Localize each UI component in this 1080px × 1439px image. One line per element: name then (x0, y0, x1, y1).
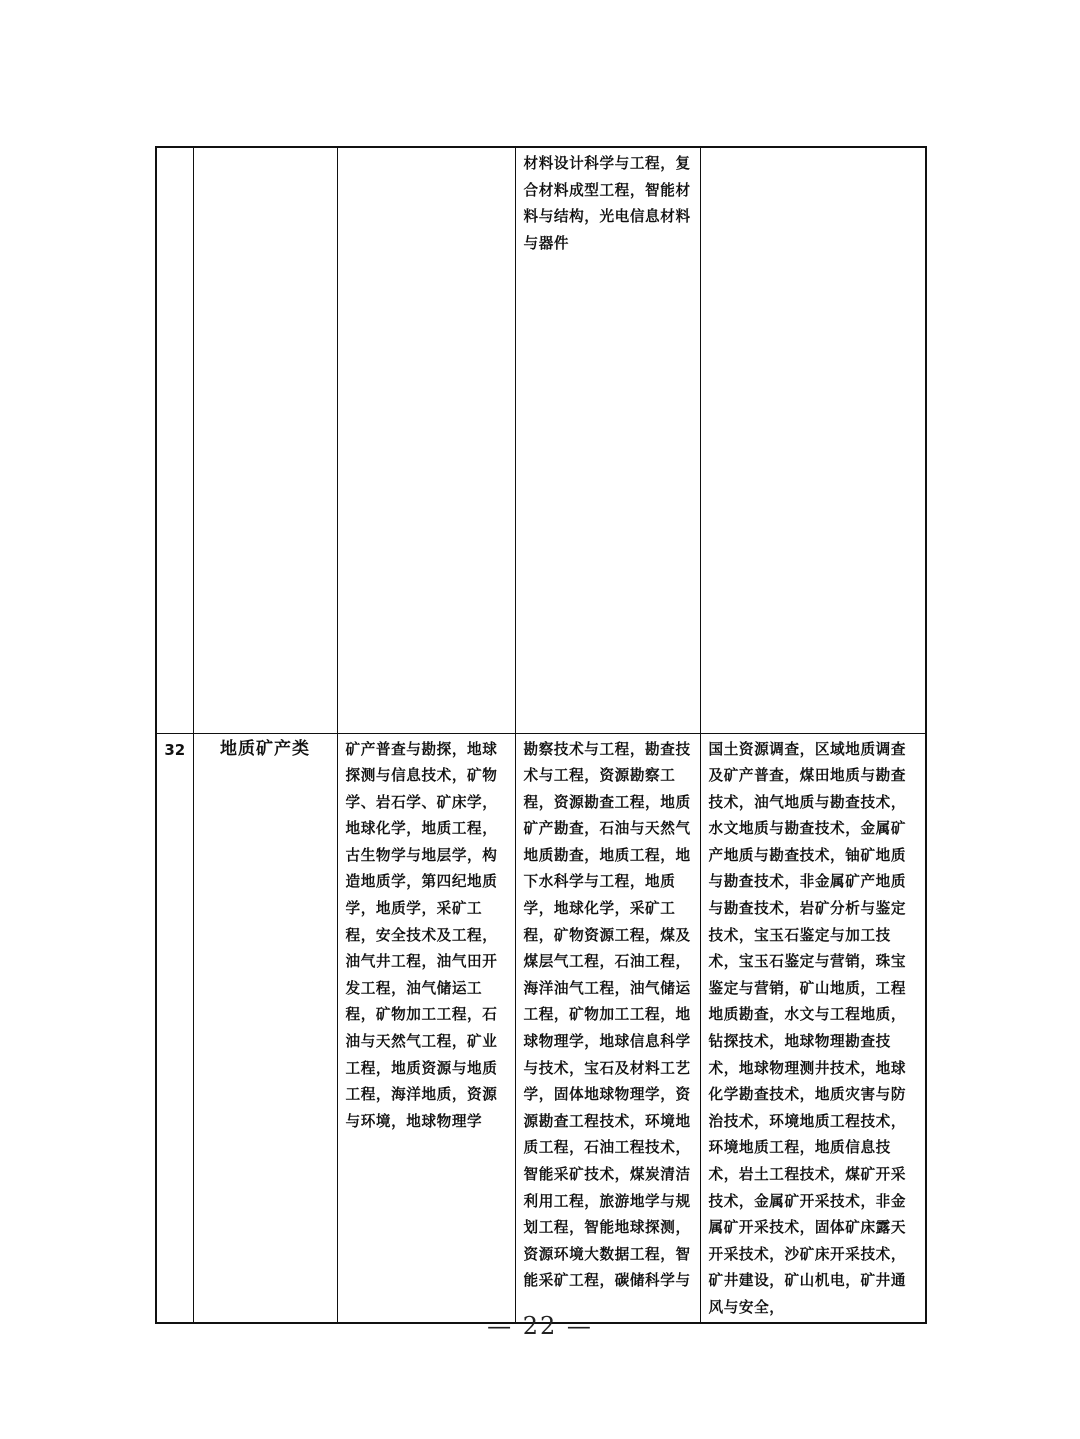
document-table-container (155, 146, 925, 1316)
undergraduate-majors-cell (515, 147, 700, 733)
category-cell (193, 733, 337, 1323)
row-number-cell (156, 733, 193, 1323)
table-row (156, 147, 926, 733)
row-number (157, 148, 193, 151)
graduate-majors-cell (337, 733, 515, 1323)
vocational-majors-cell (700, 147, 926, 733)
page-number: — 22 — (487, 1312, 593, 1340)
graduate-majors-cell (337, 147, 515, 733)
undergraduate-majors-cell (515, 733, 700, 1323)
category-label: 地质矿产类 (220, 738, 310, 759)
graduate-majors-text: 矿产普查与勘探，地球探测与信息技术，矿物学、岩石学、矿床学，地球化学，地质工程，古生物学与地层学，构造地质学，第四纪地质学，地质学，采矿工程，安全技术及工程，油气井工程，油气田开发工程，油气储运工程，矿物加工工程，石油与天然气工程，矿业工程，地质资源与地质工程，海洋地质，资源与环境，地球物理学 (345, 740, 498, 1130)
category-cell (193, 147, 337, 733)
row-number: 32 (164, 740, 186, 759)
graduate-majors-text (338, 148, 515, 151)
vocational-majors-cell (700, 733, 926, 1323)
vocational-majors-text: 国土资源调查，区域地质调查及矿产普查，煤田地质与勘查技术，油气地质与勘查技术，水文地质与勘查技术，金属矿产地质与勘查技术，铀矿地质与勘查技术，非金属矿产地质与勘查技术，岩矿分析与鉴定技术，宝玉石鉴定与加工技术，宝玉石鉴定与营销，珠宝鉴定与营销，矿山地质，工程地质勘查，水文与工程地质，钻探技术，地球物理勘查技术，地球物理测井技术，地球化学勘查技术，地质灾害与防治技术，环境地质工程技术，环境地质工程，地质信息技术，岩土工程技术，煤矿开采技术，金属矿开采技术，非金属矿开采技术，固体矿床露天开采技术，沙矿床开采技术，矿井建设，矿山机电，矿井通风与安全， (708, 740, 907, 1316)
major-catalog-table (155, 146, 927, 1324)
row-number-cell (156, 147, 193, 733)
vocational-majors-text (701, 148, 926, 151)
undergraduate-majors-text: 材料设计科学与工程，复合材料成型工程，智能材料与结构，光电信息材料与器件 (523, 155, 691, 252)
undergraduate-majors-text: 勘察技术与工程，勘查技术与工程，资源勘察工程，资源勘查工程，地质矿产勘查，石油与天然气地质勘查，地质工程，地下水科学与工程，地质学，地球化学，采矿工程，矿物资源工程，煤及煤层气工程，石油工程，海洋油气工程，油气储运工程，矿物加工工程，地球物理学，地球信息科学与技术，宝石及材料工艺学，固体地球物理学，资源勘查工程技术，环境地质工程，石油工程技术，智能采矿技术，煤炭清洁利用工程，旅游地学与规划工程，智能地球探测，资源环境大数据工程，智能采矿工程，碳储科学与 (523, 740, 691, 1290)
category-label (194, 148, 337, 150)
table-row (156, 733, 926, 1323)
